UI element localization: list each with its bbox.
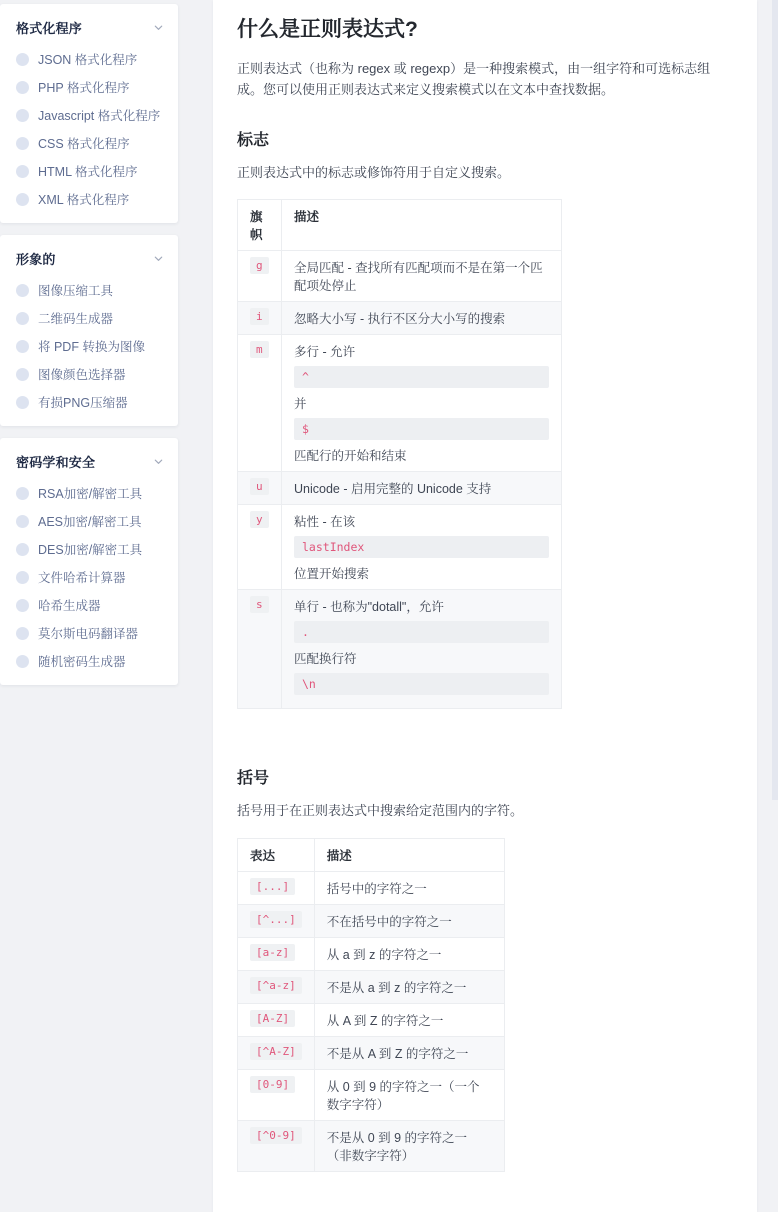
description-text: 并 [294, 397, 307, 412]
description-text: 匹配换行符 [294, 652, 357, 667]
table-row [238, 970, 505, 1003]
description-cell [282, 590, 562, 709]
tool-icon [16, 340, 29, 353]
description-cell [314, 970, 504, 1003]
tool-icon [16, 109, 29, 122]
sidebar [0, 0, 178, 697]
code-block: ^ [294, 366, 549, 388]
main-content [213, 0, 757, 1212]
code-chip: y [250, 511, 269, 528]
table-header-cell: 描述 [282, 200, 562, 251]
description-cell [314, 1036, 504, 1069]
expression-cell [238, 251, 282, 302]
table-row [238, 937, 505, 970]
tool-icon [16, 571, 29, 584]
table-body [238, 251, 562, 709]
code-block: . [294, 621, 549, 643]
chevron-down-icon[interactable] [153, 456, 164, 467]
code-chip: m [250, 341, 269, 358]
description-text: 粘性 - 在该 [294, 515, 356, 530]
brackets-heading: 括号 [237, 770, 270, 788]
description-text: 不是从 a 到 z 的字符之一 [326, 980, 467, 995]
code-chip: s [250, 596, 269, 613]
code-chip: [A-Z] [250, 1010, 295, 1027]
code-chip: [0-9] [250, 1076, 295, 1093]
description-cell [314, 904, 504, 937]
expression-cell [238, 590, 282, 709]
tool-icon [16, 193, 29, 206]
code-block: \n [294, 673, 549, 695]
code-chip: [^a-z] [250, 977, 302, 994]
sidebar-section [0, 235, 178, 426]
tool-icon [16, 368, 29, 381]
table-header-cell: 旗帜 [238, 200, 282, 251]
tool-icon [16, 627, 29, 640]
description-text: 从 a 到 z 的字符之一 [326, 947, 442, 962]
intro-paragraph: 正则表达式（也称为 regex 或 regexp）是一种搜索模式，由一组字符和可选标志组成。您可以使用正则表达式来定义搜索模式以在文本中查找数据。 [237, 61, 711, 98]
description-text: 不是从 A 到 Z 的字符之一 [326, 1046, 469, 1061]
description-cell [282, 335, 562, 472]
table-head [238, 200, 562, 251]
tool-icon [16, 655, 29, 668]
sidebar-item-label: AES加密/解密工具 [38, 515, 142, 529]
table-row [238, 1003, 505, 1036]
expression-cell [238, 1036, 315, 1069]
table-row [238, 251, 562, 302]
flags-heading: 标志 [237, 131, 270, 149]
tool-icon [16, 599, 29, 612]
tool-icon [16, 515, 29, 528]
sidebar-item[interactable] [16, 360, 164, 388]
description-cell [314, 1069, 504, 1120]
sidebar-item[interactable] [16, 479, 164, 507]
description-text: 不在括号中的字符之一 [326, 914, 452, 929]
sidebar-item[interactable] [16, 647, 164, 675]
sidebar-item[interactable] [16, 73, 164, 101]
description-text: 括号中的字符之一 [326, 881, 427, 896]
table-row [238, 904, 505, 937]
description-cell [282, 472, 562, 505]
description-cell [314, 1120, 504, 1171]
sidebar-item[interactable] [16, 157, 164, 185]
sidebar-item-label: 图像压缩工具 [38, 284, 114, 298]
sidebar-section-title: 密码学和安全 [16, 455, 96, 470]
sidebar-item[interactable] [16, 185, 164, 213]
description-text: Unicode - 启用完整的 Unicode 支持 [294, 482, 492, 497]
table-row [238, 302, 562, 335]
sidebar-item-label: XML 格式化程序 [38, 193, 130, 207]
code-chip: [^A-Z] [250, 1043, 302, 1060]
expression-cell [238, 505, 282, 590]
table-row [238, 590, 562, 709]
chevron-down-icon[interactable] [153, 253, 164, 264]
sidebar-item[interactable] [16, 304, 164, 332]
tool-icon [16, 81, 29, 94]
description-cell [314, 871, 504, 904]
code-chip: [^...] [250, 911, 302, 928]
expression-cell [238, 1120, 315, 1171]
table-row [238, 871, 505, 904]
description-text: 全局匹配 - 查找所有匹配项而不是在第一个匹配项处停止 [294, 261, 543, 294]
sidebar-section-title: 形象的 [16, 252, 56, 267]
sidebar-item[interactable] [16, 619, 164, 647]
expression-cell [238, 302, 282, 335]
expression-cell [238, 937, 315, 970]
tool-icon [16, 53, 29, 66]
expression-cell [238, 1069, 315, 1120]
table-body [238, 871, 505, 1171]
tool-icon [16, 487, 29, 500]
sidebar-list [16, 479, 164, 675]
sidebar-item-label: 随机密码生成器 [38, 655, 126, 669]
sidebar-item-label: 将 PDF 转换为图像 [38, 340, 145, 354]
chevron-down-icon[interactable] [153, 22, 164, 33]
sidebar-section-header[interactable] [16, 249, 164, 268]
code-block: lastIndex [294, 536, 549, 558]
code-chip: [a-z] [250, 944, 295, 961]
table-row [238, 1120, 505, 1171]
description-text: 多行 - 允许 [294, 345, 356, 360]
sidebar-item-label: JSON 格式化程序 [38, 53, 138, 67]
sidebar-item-label: 哈希生成器 [38, 599, 101, 613]
table-row [238, 1036, 505, 1069]
sidebar-section [0, 438, 178, 685]
sidebar-item-label: CSS 格式化程序 [38, 137, 130, 151]
description-text: 位置开始搜索 [294, 567, 370, 582]
description-cell [282, 505, 562, 590]
sidebar-item-label: DES加密/解密工具 [38, 543, 143, 557]
sidebar-item[interactable] [16, 535, 164, 563]
table-header-row [238, 838, 505, 871]
brackets-table [237, 838, 505, 1172]
description-text: 从 0 到 9 的字符之一（一个数字字符） [326, 1079, 480, 1112]
page-title: 什么是正则表达式? [237, 18, 418, 41]
code-chip: u [250, 478, 269, 495]
description-cell [314, 1003, 504, 1036]
sidebar-item-label: Javascript 格式化程序 [38, 109, 161, 123]
code-chip: g [250, 257, 269, 274]
table-row [238, 335, 562, 472]
sidebar-item-label: HTML 格式化程序 [38, 165, 138, 179]
expression-cell [238, 472, 282, 505]
description-cell [314, 937, 504, 970]
description-cell [282, 251, 562, 302]
description-cell [282, 302, 562, 335]
sidebar-section-title: 格式化程序 [16, 21, 83, 36]
table-row [238, 505, 562, 590]
expression-cell [238, 904, 315, 937]
sidebar-item[interactable] [16, 388, 164, 416]
description-text: 匹配行的开始和结束 [294, 449, 407, 464]
tool-icon [16, 284, 29, 297]
code-chip: [^0-9] [250, 1127, 302, 1144]
table-header-cell: 表达 [238, 838, 315, 871]
sidebar-item[interactable] [16, 45, 164, 73]
tool-icon [16, 137, 29, 150]
sidebar-item-label: 文件哈希计算器 [38, 571, 126, 585]
sidebar-item[interactable] [16, 591, 164, 619]
code-chip: i [250, 308, 269, 325]
table-head [238, 838, 505, 871]
code-block: $ [294, 418, 549, 440]
sidebar-section-header[interactable] [16, 452, 164, 471]
expression-cell [238, 335, 282, 472]
sidebar-item-label: 二维码生成器 [38, 312, 114, 326]
sidebar-item[interactable] [16, 332, 164, 360]
tool-icon [16, 312, 29, 325]
sidebar-item-label: PHP 格式化程序 [38, 81, 130, 95]
sidebar-list [16, 276, 164, 416]
sidebar-item[interactable] [16, 563, 164, 591]
sidebar-section-header[interactable] [16, 18, 164, 37]
description-text: 忽略大小写 - 执行不区分大小写的搜索 [294, 312, 506, 327]
sidebar-item-label: 图像颜色选择器 [38, 368, 126, 382]
sidebar-item-label: 有损PNG压缩器 [38, 396, 128, 410]
sidebar-item[interactable] [16, 507, 164, 535]
flags-description: 正则表达式中的标志或修饰符用于自定义搜索。 [237, 164, 511, 180]
sidebar-item[interactable] [16, 129, 164, 157]
flags-table [237, 199, 562, 709]
sidebar-section [0, 4, 178, 223]
description-text: 不是从 0 到 9 的字符之一（非数字字符） [326, 1130, 468, 1163]
table-row [238, 1069, 505, 1120]
sidebar-item-label: RSA加密/解密工具 [38, 487, 143, 501]
expression-cell [238, 1003, 315, 1036]
sidebar-item[interactable] [16, 276, 164, 304]
description-text: 从 A 到 Z 的字符之一 [326, 1013, 444, 1028]
code-chip: [...] [250, 878, 295, 895]
scrollbar[interactable] [772, 0, 778, 800]
expression-cell [238, 871, 315, 904]
sidebar-item[interactable] [16, 101, 164, 129]
expression-cell [238, 970, 315, 1003]
table-header-row [238, 200, 562, 251]
table-row [238, 472, 562, 505]
brackets-description: 括号用于在正则表达式中搜索给定范围内的字符。 [237, 803, 524, 819]
description-text: 单行 - 也称为"dotall"，允许 [294, 600, 444, 615]
table-header-cell: 描述 [314, 838, 504, 871]
tool-icon [16, 396, 29, 409]
sidebar-list [16, 45, 164, 213]
tool-icon [16, 543, 29, 556]
sidebar-item-label: 莫尔斯电码翻译器 [38, 627, 139, 641]
tool-icon [16, 165, 29, 178]
